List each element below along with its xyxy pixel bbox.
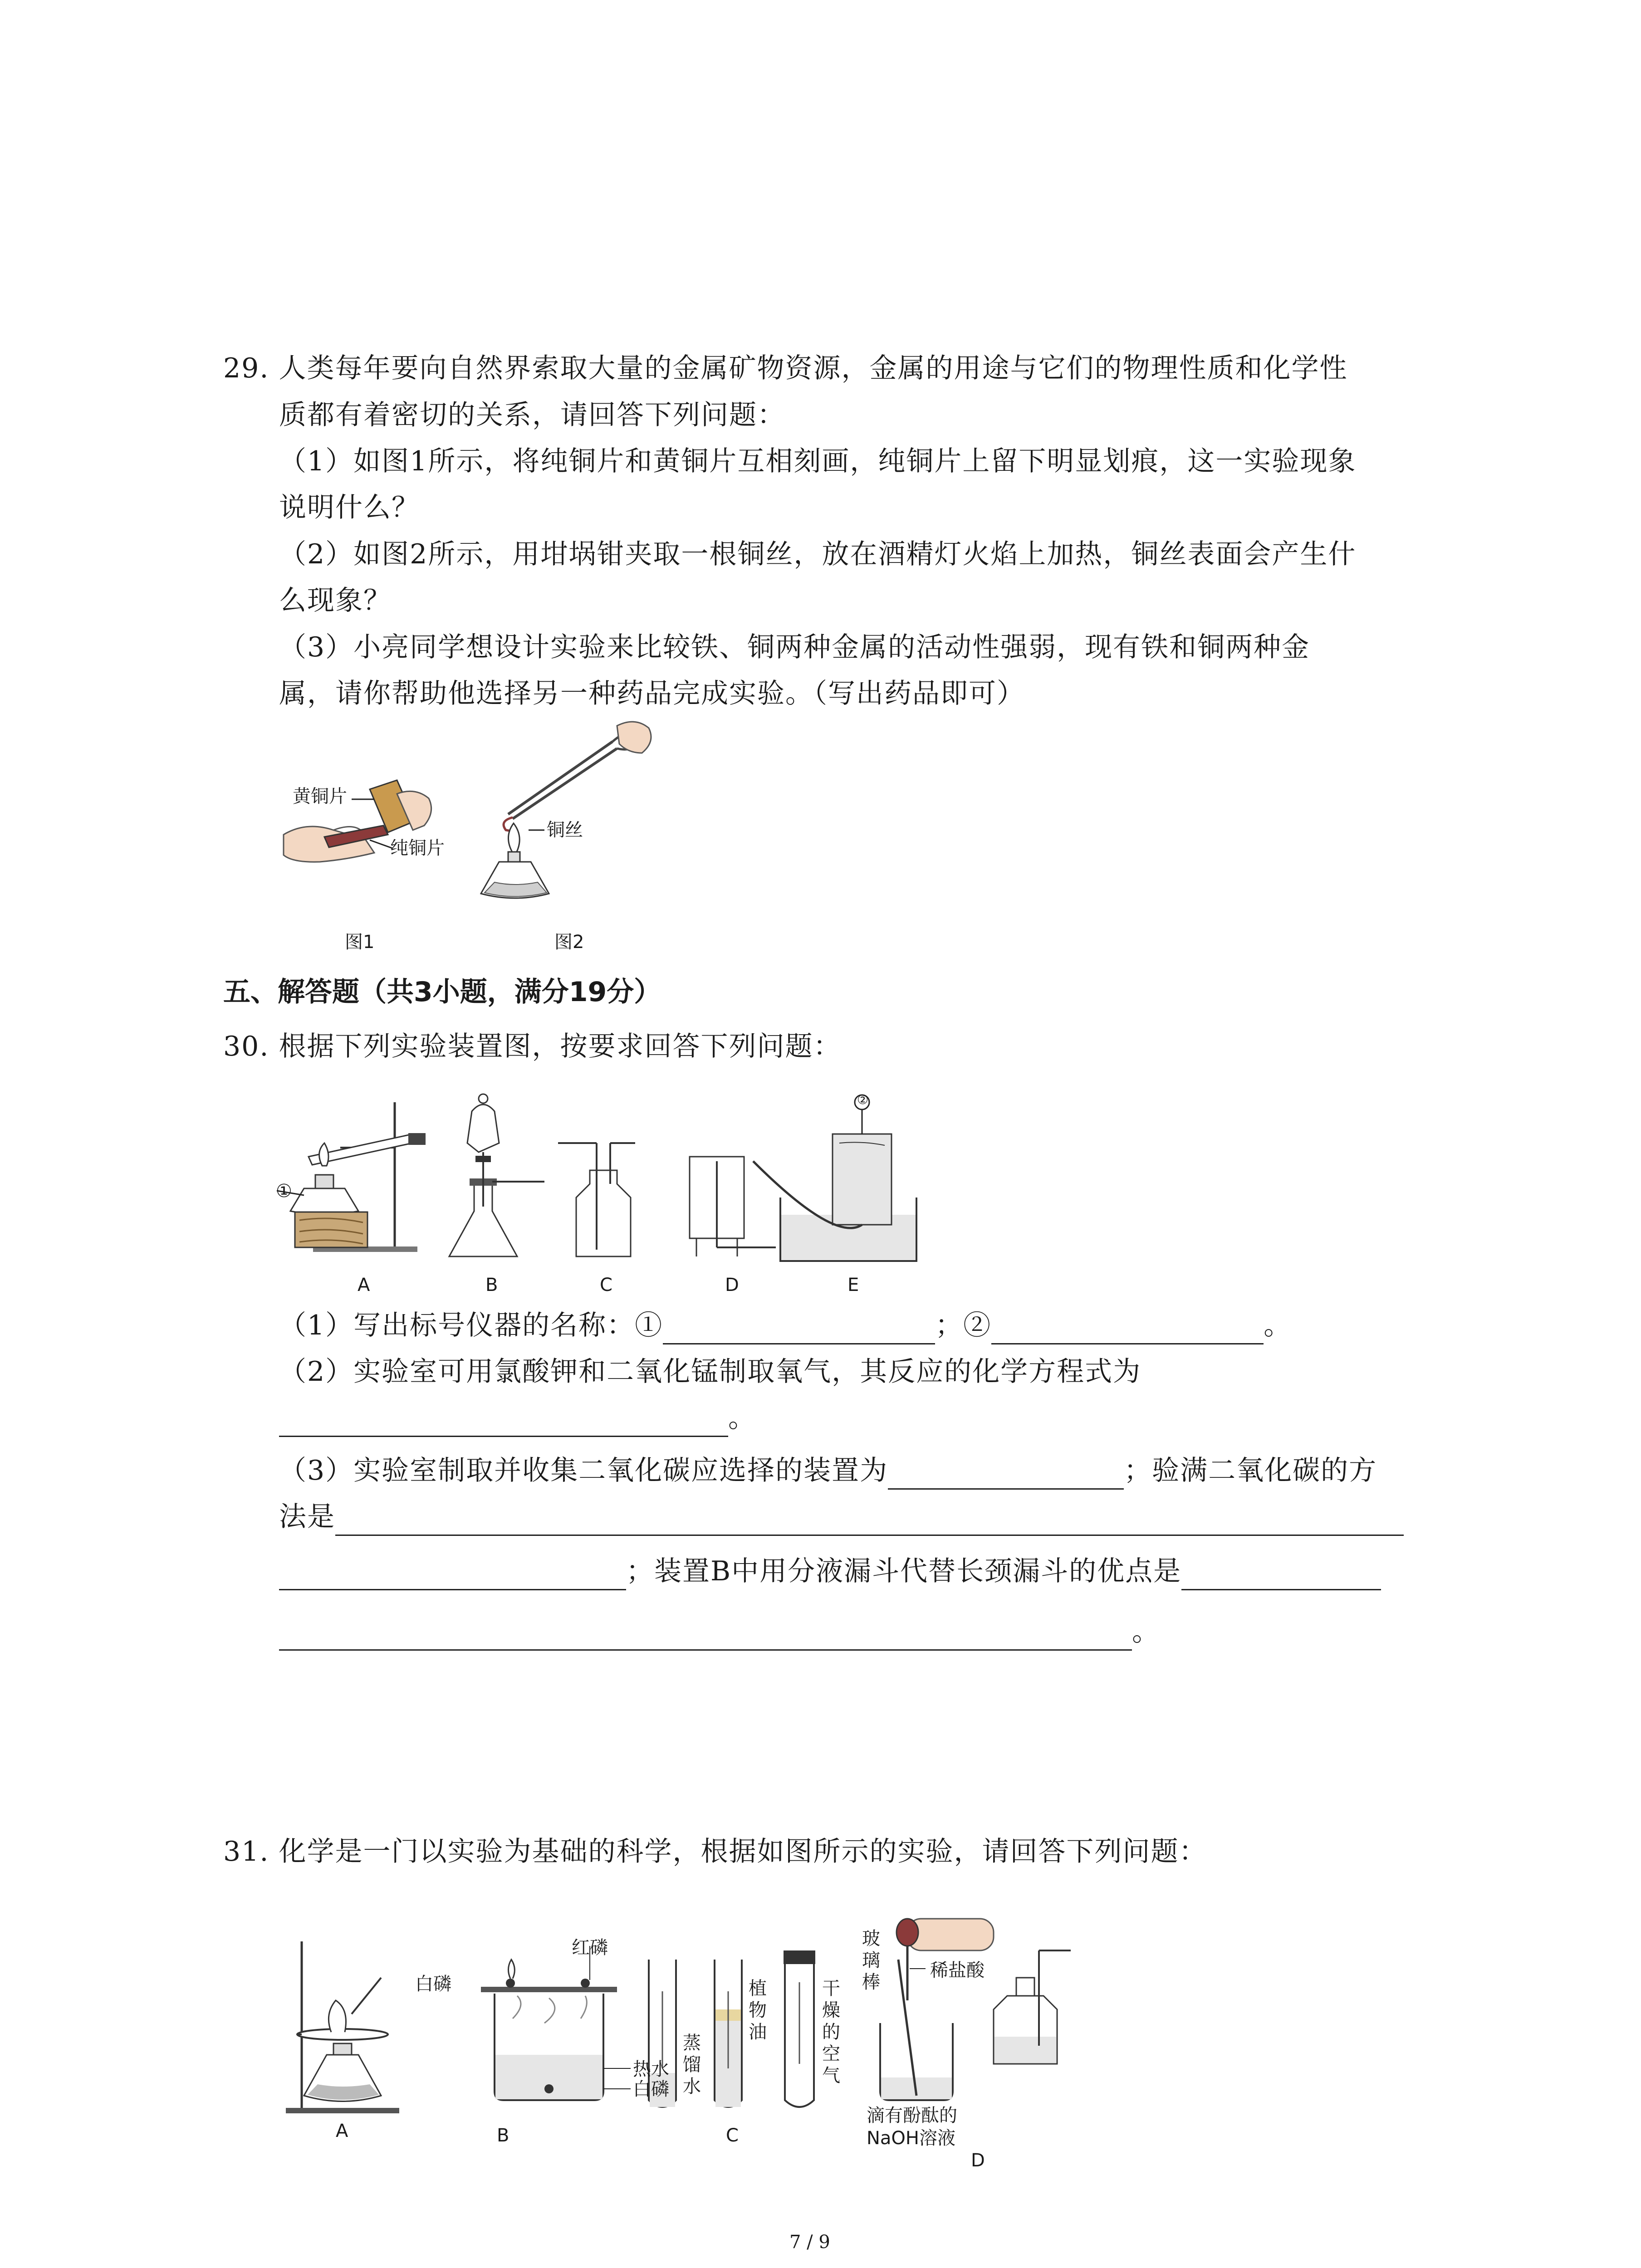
- apparatus-label-e: E: [847, 1275, 859, 1295]
- pure-copper-plate-label: 纯铜片: [390, 838, 445, 859]
- experiment-label-d: D: [971, 2150, 985, 2171]
- apparatus-marker-2: ②: [857, 1092, 869, 1107]
- apparatus-label-b: B: [485, 1275, 498, 1295]
- answer-blank-2[interactable]: [991, 1315, 1264, 1344]
- q30-sub1-line: [279, 1306, 1292, 1344]
- answer-blank-1[interactable]: [663, 1315, 935, 1344]
- copper-wire-label: 铜丝: [547, 820, 583, 841]
- page-number: 7 / 9: [789, 2232, 830, 2253]
- answer-blank-8[interactable]: [279, 1621, 1132, 1651]
- apparatus-marker-1: ①: [276, 1181, 292, 1202]
- white-phosphorus-label-2: 白磷: [633, 2079, 669, 2100]
- q30-line-1: 30. 根据下列实验装置图，按要求回答下列问题：: [223, 1031, 842, 1062]
- white-phosphorus-label-1: 白磷: [415, 1974, 451, 1994]
- q30-sub2-end: 。: [728, 1402, 756, 1434]
- q29-line-1: 29. 人类每年要向自然界索取大量的金属矿物资源，金属的用途与它们的物理性质和化学性: [223, 352, 1348, 384]
- apparatus-label-c: C: [600, 1275, 612, 1295]
- figure-2-caption: 图2: [554, 932, 584, 953]
- red-phosphorus-label: 红磷: [572, 1937, 608, 1958]
- q30-sub3-line-1: [279, 1452, 1377, 1490]
- copper-plates-illustration: [279, 762, 470, 880]
- experiment-label-a: A: [336, 2121, 348, 2141]
- dilute-hcl-label: 稀盐酸: [930, 1960, 985, 1981]
- answer-blank-7[interactable]: [1181, 1561, 1381, 1590]
- q30-sub3-line-2: [279, 1498, 1404, 1536]
- glass-rod-label: 玻璃棒: [862, 1928, 880, 1993]
- q29-sub3-line-2: 属，请你帮助他选择另一种药品完成实验。（写出药品即可）: [279, 678, 1025, 709]
- q30-sub2-line: （2）实验室可用氯酸钾和二氧化锰制取氧气，其反应的化学方程式为: [279, 1356, 1141, 1388]
- lab-apparatus-illustration: [272, 1093, 975, 1302]
- answer-blank-3[interactable]: [279, 1408, 728, 1437]
- apparatus-label-a: A: [358, 1275, 370, 1295]
- q30-sub3-text-a: （3）实验室制取并收集二氧化碳应选择的装置为: [279, 1455, 888, 1486]
- q30-sub1-separator: ；②: [935, 1310, 992, 1341]
- q30-sub1-prefix: （1）写出标号仪器的名称：①: [279, 1310, 663, 1341]
- q31-experiment-figure: [272, 1882, 1134, 2171]
- figure-1-caption: 图1: [345, 932, 375, 953]
- q30-sub3-text-d: ；装置B中用分液漏斗代替长颈漏斗的优点是: [626, 1555, 1182, 1587]
- q31-line-1: 31. 化学是一门以实验为基础的科学，根据如图所示的实验，请回答下列问题：: [223, 1836, 1207, 1867]
- section-heading: 五、解答题（共3小题，满分19分）: [223, 976, 661, 1008]
- apparatus-label-d: D: [725, 1275, 739, 1295]
- q30-sub3-text-c: 法是: [279, 1501, 335, 1533]
- q30-apparatus-figure: [272, 1093, 975, 1302]
- q29-sub2-line-1: （2）如图2所示，用坩埚钳夹取一根铜丝，放在酒精灯火焰上加热，铜丝表面会产生什: [279, 538, 1357, 570]
- q29-figure-2: [481, 717, 662, 916]
- dry-air-label: 干燥的空气: [822, 1978, 840, 2086]
- distilled-water-label: 蒸馏水: [683, 2033, 701, 2097]
- q30-sub1-end: 。: [1264, 1310, 1292, 1341]
- naoh-label-line-1: 滴有酚酞的: [867, 2105, 957, 2126]
- answer-blank-4[interactable]: [888, 1460, 1124, 1490]
- q30-sub2-answer-line: [279, 1399, 756, 1437]
- q29-sub1-line-2: 说明什么？: [279, 492, 420, 523]
- q30-sub3-line-4: [279, 1613, 1160, 1651]
- q29-figure-1: [279, 762, 470, 880]
- q29-sub1-line-1: （1）如图1所示，将纯铜片和黄铜片互相刻画，纯铜片上留下明显划痕，这一实验现象: [279, 445, 1357, 477]
- naoh-label-line-2: NaOH溶液: [867, 2128, 955, 2149]
- answer-blank-5[interactable]: [335, 1506, 1404, 1536]
- answer-blank-6[interactable]: [279, 1561, 626, 1590]
- hot-water-label: 热水: [633, 2059, 669, 2080]
- experiment-label-b: B: [497, 2125, 509, 2146]
- copper-wire-heating-illustration: [481, 717, 662, 916]
- experiment-label-c: C: [726, 2125, 739, 2146]
- q30-sub3-end: 。: [1132, 1616, 1160, 1647]
- q29-line-2: 质都有着密切的关系，请回答下列问题：: [279, 399, 785, 431]
- experiments-illustration: [272, 1882, 1134, 2164]
- q30-sub3-text-b: ；验满二氧化碳的方: [1124, 1455, 1377, 1486]
- brass-plate-label: 黄铜片: [293, 786, 347, 807]
- q30-sub3-line-3: [279, 1552, 1381, 1590]
- vegetable-oil-label: 植物油: [749, 1978, 767, 2043]
- q29-sub3-line-1: （3）小亮同学想设计实验来比较铁、铜两种金属的活动性强弱，现有铁和铜两种金: [279, 631, 1310, 663]
- q29-sub2-line-2: 么现象？: [279, 585, 392, 616]
